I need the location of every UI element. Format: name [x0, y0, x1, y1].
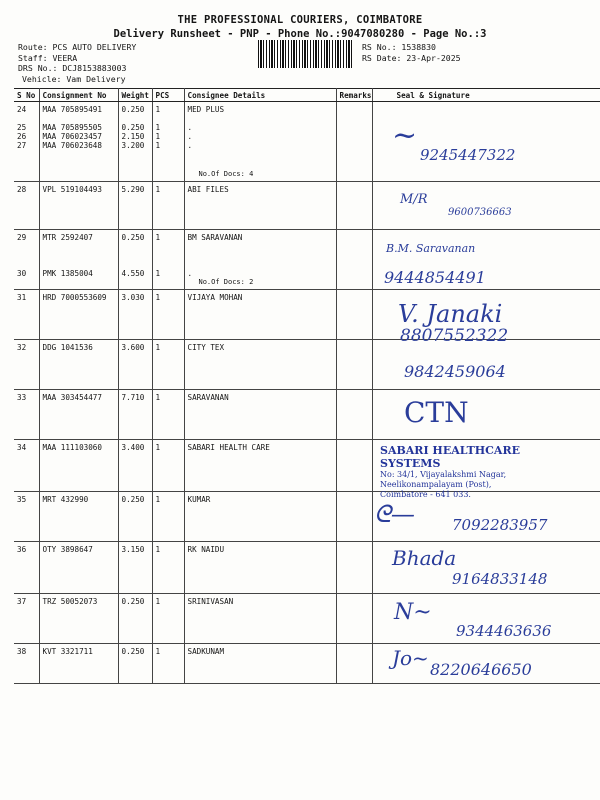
cell-line: [156, 114, 181, 123]
cell-line: HRD 7000553609: [42, 293, 107, 302]
cell-line: SRINIVASAN: [187, 597, 234, 606]
cell-line: 1: [155, 141, 161, 150]
table-row: [14, 290, 600, 340]
cell-line: [17, 114, 36, 123]
runsheet-table-wrap: [14, 88, 600, 684]
cell-remarks: [336, 390, 372, 440]
cell-remarks: [336, 440, 372, 492]
cell-weight: [118, 340, 152, 390]
cell-pcs: [152, 594, 184, 644]
col-pcs: PCS: [152, 89, 184, 102]
company-stamp: [380, 444, 580, 500]
signature-35-phone: 7092283957: [452, 516, 548, 534]
cell-weight: [118, 644, 152, 684]
cell-line: 1: [155, 269, 161, 278]
cell-line: VIJAYA MOHAN: [187, 293, 243, 302]
cell-sno: [14, 644, 39, 684]
cell-sno: [14, 230, 39, 290]
cell-line: 5.290: [121, 185, 145, 194]
cell-line: 38: [17, 647, 27, 656]
cell-remarks: [336, 644, 372, 684]
cell-line: 2.150: [121, 132, 145, 141]
cell-weight: [118, 290, 152, 340]
col-seal: Seal & Signature: [372, 89, 600, 102]
signature-28-initials: M/R: [400, 192, 428, 207]
cell-consignment: [39, 594, 118, 644]
cell-line: 28: [17, 185, 27, 194]
stamp-title: SABARI HEALTHCARE SYSTEMS: [380, 444, 520, 470]
cell-sno: [14, 390, 39, 440]
barcode: [258, 40, 352, 68]
cell-line: 1: [155, 123, 161, 132]
cell-consignee: [184, 290, 336, 340]
cell-consignee: [184, 644, 336, 684]
cell-remarks: [336, 102, 372, 182]
cell-line: MAA 706023648: [42, 141, 102, 150]
col-consignee: Consignee Details: [184, 89, 336, 102]
col-remarks: Remarks: [336, 89, 372, 102]
cell-sno: [14, 340, 39, 390]
cell-line: 26: [17, 132, 27, 141]
cell-weight: [118, 440, 152, 492]
cell-pcs: [152, 102, 184, 182]
cell-consignee: [184, 230, 336, 290]
cell-consignment: [39, 440, 118, 492]
signature-32-phone: 9842459064: [404, 362, 506, 381]
cell-line: 1: [155, 105, 161, 114]
cell-line: 37: [17, 597, 27, 606]
cell-sno: [14, 290, 39, 340]
cell-line: SADKUNAM: [187, 647, 225, 656]
cell-consignee: [184, 542, 336, 594]
cell-line: 1: [155, 597, 161, 606]
signature-36-mark: Bhada: [392, 546, 457, 570]
cell-pcs: [152, 542, 184, 594]
cell-line: 1: [155, 293, 161, 302]
cell-line: [122, 242, 149, 251]
stamp-line2: Neelikonampalayam (Post),: [380, 480, 492, 489]
cell-line: SARAVANAN: [187, 393, 229, 402]
cell-line: [122, 251, 149, 260]
cell-pcs: [152, 182, 184, 230]
cell-sno: [14, 542, 39, 594]
signature-38-phone: 8220646650: [430, 660, 532, 679]
cell-line: 25: [17, 123, 27, 132]
cell-line: [188, 260, 333, 269]
runsheet-subtitle: Delivery Runsheet - PNP - Phone No.:9047080280 - Page No.:3: [113, 28, 487, 40]
cell-line: KUMAR: [187, 495, 211, 504]
cell-line: [43, 114, 115, 123]
cell-line: [122, 114, 149, 123]
table-row: [14, 102, 600, 182]
docs-count: No.Of Docs: 4: [198, 170, 254, 178]
cell-line: 30: [17, 269, 27, 278]
cell-sno: [14, 102, 39, 182]
cell-line: .: [187, 123, 193, 132]
cell-consignment: [39, 290, 118, 340]
cell-line: SABARI HEALTH CARE: [187, 443, 270, 452]
cell-line: [156, 251, 181, 260]
cell-consignee: [184, 182, 336, 230]
signature-24: ~: [392, 118, 418, 153]
cell-line: 0.250: [121, 647, 145, 656]
cell-line: 7.710: [121, 393, 145, 402]
cell-line: MAA 705895491: [42, 105, 102, 114]
signature-37-phone: 9344463636: [456, 622, 552, 640]
cell-line: RK NAIDU: [187, 545, 225, 554]
cell-line: 0.250: [121, 597, 145, 606]
col-weight: Weight: [118, 89, 152, 102]
cell-consignee: [184, 102, 336, 182]
cell-line: 1: [155, 545, 161, 554]
cell-weight: [118, 230, 152, 290]
cell-line: 3.200: [121, 141, 145, 150]
cell-line: 0.250: [121, 105, 145, 114]
cell-pcs: [152, 440, 184, 492]
cell-consignee: [184, 390, 336, 440]
table-row: [14, 182, 600, 230]
cell-weight: [118, 102, 152, 182]
cell-line: [188, 242, 333, 251]
docs-count: No.Of Docs: 2: [198, 278, 254, 286]
cell-line: OTY 3898647: [42, 545, 93, 554]
cell-remarks: [336, 182, 372, 230]
cell-consignee: [184, 340, 336, 390]
cell-line: 1: [155, 443, 161, 452]
cell-line: MAA 705895505: [42, 123, 102, 132]
cell-line: MAA 706023457: [42, 132, 102, 141]
drs-label: DRS No.: DCJ8153883003: [18, 63, 127, 73]
table-row: [14, 340, 600, 390]
rs-date: RS Date: 23-Apr-2025: [362, 52, 461, 63]
table-row: [14, 390, 600, 440]
route-label: Route: PCS AUTO DELIVERY: [18, 42, 137, 52]
col-sno: S No: [14, 89, 39, 102]
cell-line: TRZ 50052073: [42, 597, 98, 606]
cell-line: VPL 519104493: [42, 185, 102, 194]
cell-pcs: [152, 230, 184, 290]
signature-30-phone: 9444854491: [384, 268, 486, 287]
cell-weight: [118, 182, 152, 230]
cell-line: [188, 114, 333, 123]
signature-31-phone: 8807552322: [400, 326, 509, 346]
cell-line: 27: [17, 141, 27, 150]
cell-line: 36: [17, 545, 27, 554]
cell-line: [17, 242, 36, 251]
cell-line: 1: [155, 185, 161, 194]
cell-line: [43, 242, 115, 251]
cell-pcs: [152, 340, 184, 390]
cell-pcs: [152, 492, 184, 542]
cell-line: 3.600: [121, 343, 145, 352]
rs-info: [362, 42, 461, 63]
stamp-line1: No: 34/1, Vijayalakshmi Nagar,: [380, 470, 507, 479]
signature-35-mark: ᘓ—: [374, 500, 415, 528]
cell-line: [43, 251, 115, 260]
cell-consignment: [39, 230, 118, 290]
cell-line: MAA 111103060: [42, 443, 102, 452]
cell-remarks: [336, 542, 372, 594]
cell-line: 4.550: [121, 269, 145, 278]
cell-line: MTR 2592407: [42, 233, 93, 242]
route-info: [18, 42, 136, 84]
cell-weight: [118, 542, 152, 594]
cell-line: 1: [155, 132, 161, 141]
cell-pcs: [152, 290, 184, 340]
cell-line: [188, 251, 333, 260]
cell-line: [156, 242, 181, 251]
signature-28-phone: 9600736663: [448, 207, 512, 218]
cell-consignment: [39, 102, 118, 182]
cell-consignment: [39, 340, 118, 390]
cell-line: 3.400: [121, 443, 145, 452]
signature-36-phone: 9164833148: [452, 570, 548, 588]
cell-consignee: [184, 594, 336, 644]
signature-37-mark: N~: [394, 600, 432, 625]
cell-line: 0.250: [121, 233, 145, 242]
signature-29-name: B.M. Saravanan: [386, 242, 476, 255]
signature-38-mark: Jo~: [392, 646, 429, 670]
cell-line: CITY TEX: [187, 343, 225, 352]
cell-line: ABI FILES: [187, 185, 229, 194]
table-row: [14, 230, 600, 290]
cell-consignment: [39, 182, 118, 230]
cell-pcs: [152, 390, 184, 440]
cell-line: 24: [17, 105, 27, 114]
cell-line: [43, 260, 115, 269]
cell-line: PMK 1385004: [42, 269, 93, 278]
cell-line: MAA 303454477: [42, 393, 102, 402]
cell-sno: [14, 492, 39, 542]
cell-line: .: [187, 269, 193, 278]
cell-consignee: [184, 440, 336, 492]
company-title: THE PROFESSIONAL COURIERS, COIMBATORE: [177, 14, 423, 26]
cell-weight: [118, 594, 152, 644]
cell-line: 29: [17, 233, 27, 242]
cell-line: .: [187, 132, 193, 141]
cell-line: 0.250: [121, 123, 145, 132]
cell-line: BM SARAVANAN: [187, 233, 243, 242]
cell-sno: [14, 182, 39, 230]
cell-remarks: [336, 594, 372, 644]
cell-remarks: [336, 492, 372, 542]
cell-line: KVT 3321711: [42, 647, 93, 656]
cell-line: MED PLUS: [187, 105, 225, 114]
cell-remarks: [336, 340, 372, 390]
cell-line: 1: [155, 393, 161, 402]
cell-line: [156, 260, 181, 269]
cell-consignment: [39, 492, 118, 542]
stamp-line3: Coimbatore - 641 033.: [380, 490, 471, 499]
cell-consignment: [39, 644, 118, 684]
cell-line: 1: [155, 343, 161, 352]
cell-line: 1: [155, 233, 161, 242]
signature-24-phone: 9245447322: [420, 146, 516, 164]
cell-line: 31: [17, 293, 27, 302]
cell-line: 3.030: [121, 293, 145, 302]
signature-33: CTN: [404, 396, 469, 429]
vehicle-label: Vehicle: Vam Delivery: [22, 73, 126, 84]
cell-line: 32: [17, 343, 27, 352]
staff-label: Staff: VEERA: [18, 52, 78, 63]
cell-line: [17, 260, 36, 269]
cell-line: [122, 260, 149, 269]
table-header-row: [14, 89, 600, 102]
cell-weight: [118, 390, 152, 440]
cell-sno: [14, 440, 39, 492]
cell-pcs: [152, 644, 184, 684]
cell-line: 33: [17, 393, 27, 402]
cell-remarks: [336, 230, 372, 290]
cell-line: 34: [17, 443, 27, 452]
cell-consignee: [184, 492, 336, 542]
cell-line: 3.150: [121, 545, 145, 554]
cell-line: .: [187, 141, 193, 150]
cell-line: [17, 251, 36, 260]
runsheet-table: [14, 88, 600, 684]
cell-line: 1: [155, 495, 161, 504]
cell-line: DDG 1041536: [42, 343, 93, 352]
cell-line: MRT 432990: [42, 495, 89, 504]
cell-consignment: [39, 542, 118, 594]
col-consignment: Consignment No: [39, 89, 118, 102]
cell-line: 35: [17, 495, 27, 504]
rs-number: RS No.: 1538830: [362, 42, 436, 52]
cell-weight: [118, 492, 152, 542]
cell-line: 1: [155, 647, 161, 656]
cell-consignment: [39, 390, 118, 440]
signature-31-mark: V. Janaki: [398, 300, 503, 328]
cell-remarks: [336, 290, 372, 340]
cell-line: 0.250: [121, 495, 145, 504]
cell-sno: [14, 594, 39, 644]
